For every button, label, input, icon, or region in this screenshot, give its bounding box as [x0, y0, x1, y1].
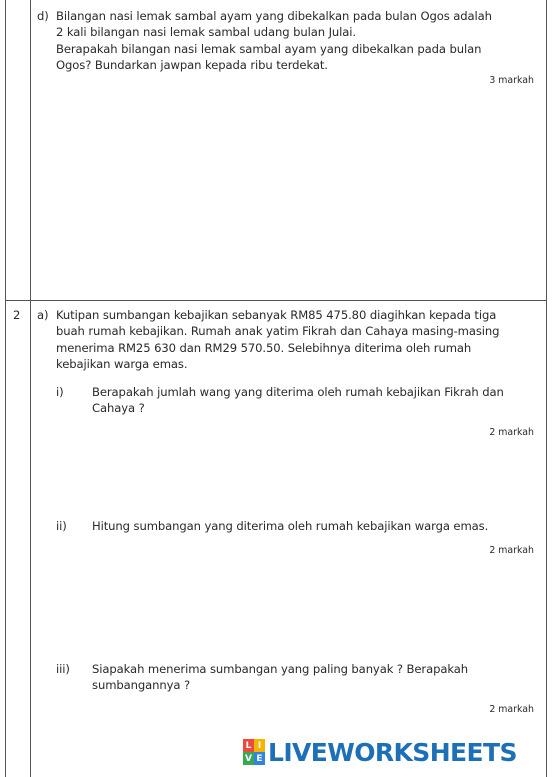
- q2-sub-ii-line-1: Hitung sumbangan yang diterima oleh rumah kebajikan warga emas.: [92, 519, 489, 533]
- badge-letter-4: E: [254, 752, 265, 765]
- q2-line-4: kebajikan warga emas.: [56, 357, 188, 371]
- liveworksheets-badge-icon: [243, 739, 265, 765]
- q2-label: a): [37, 308, 49, 322]
- q2-sub-iii-line-1: Siapakah menerima sumbangan yang paling banyak ? Berapakah: [92, 662, 469, 676]
- badge-letter-1: L: [243, 739, 254, 752]
- q2-sub-i-answer-area[interactable]: [56, 445, 541, 510]
- q2-sub-iii-label: iii): [56, 662, 70, 676]
- table-border-left: [5, 0, 6, 777]
- q2-line-1: Kutipan sumbangan kebajikan sebanyak RM85 475.80 diagihkan kepada tiga: [56, 308, 497, 322]
- q1d-line-1: Bilangan nasi lemak sambal ayam yang dibekalkan pada bulan Ogos adalah: [56, 9, 492, 23]
- q2-sub-i-line-1: Berapakah jumlah wang yang diterima oleh rumah kebajikan Fikrah dan: [92, 385, 504, 399]
- table-border-right: [546, 0, 547, 777]
- q2-sub-ii-answer-area[interactable]: [56, 565, 541, 655]
- q2-sub-ii-marks: 2 markah: [489, 545, 534, 556]
- q2-line-2: buah rumah kebajikan. Rumah anak yatim Fikrah dan Cahaya masing-masing: [56, 324, 500, 338]
- q2-line-3: menerima RM25 630 dan RM29 570.50. Selebihnya diterima oleh rumah: [56, 341, 472, 355]
- badge-letter-3: V: [243, 752, 254, 765]
- q1d-line-4: Ogos? Bundarkan jawpan kepada ribu terdekat.: [56, 58, 328, 72]
- liveworksheets-logo[interactable]: [243, 737, 517, 767]
- q1d-line-2: 2 kali bilangan nasi lemak sambal udang bulan Julai.: [56, 25, 356, 39]
- q2-sub-i-label: i): [56, 385, 64, 399]
- q2-sub-iii-marks: 2 markah: [489, 704, 534, 715]
- q1d-marks: 3 markah: [489, 75, 534, 86]
- table-row-separator: [5, 300, 547, 301]
- q1d-answer-area[interactable]: [36, 95, 541, 295]
- q2-number: 2: [13, 308, 21, 322]
- liveworksheets-brand: LIVEWORKSHEETS: [268, 737, 517, 767]
- q1d-line-3: Berapakah bilangan nasi lemak sambal ayam yang dibekalkan pada bulan: [56, 42, 482, 56]
- q2-sub-i-marks: 2 markah: [489, 427, 534, 438]
- q2-sub-i-line-2: Cahaya ?: [92, 401, 145, 415]
- q2-sub-ii-label: ii): [56, 519, 67, 533]
- q1d-label: d): [37, 9, 49, 23]
- q2-sub-iii-line-2: sumbangannya ?: [92, 678, 191, 692]
- badge-letter-2: I: [254, 739, 265, 752]
- table-border-divider: [30, 0, 31, 777]
